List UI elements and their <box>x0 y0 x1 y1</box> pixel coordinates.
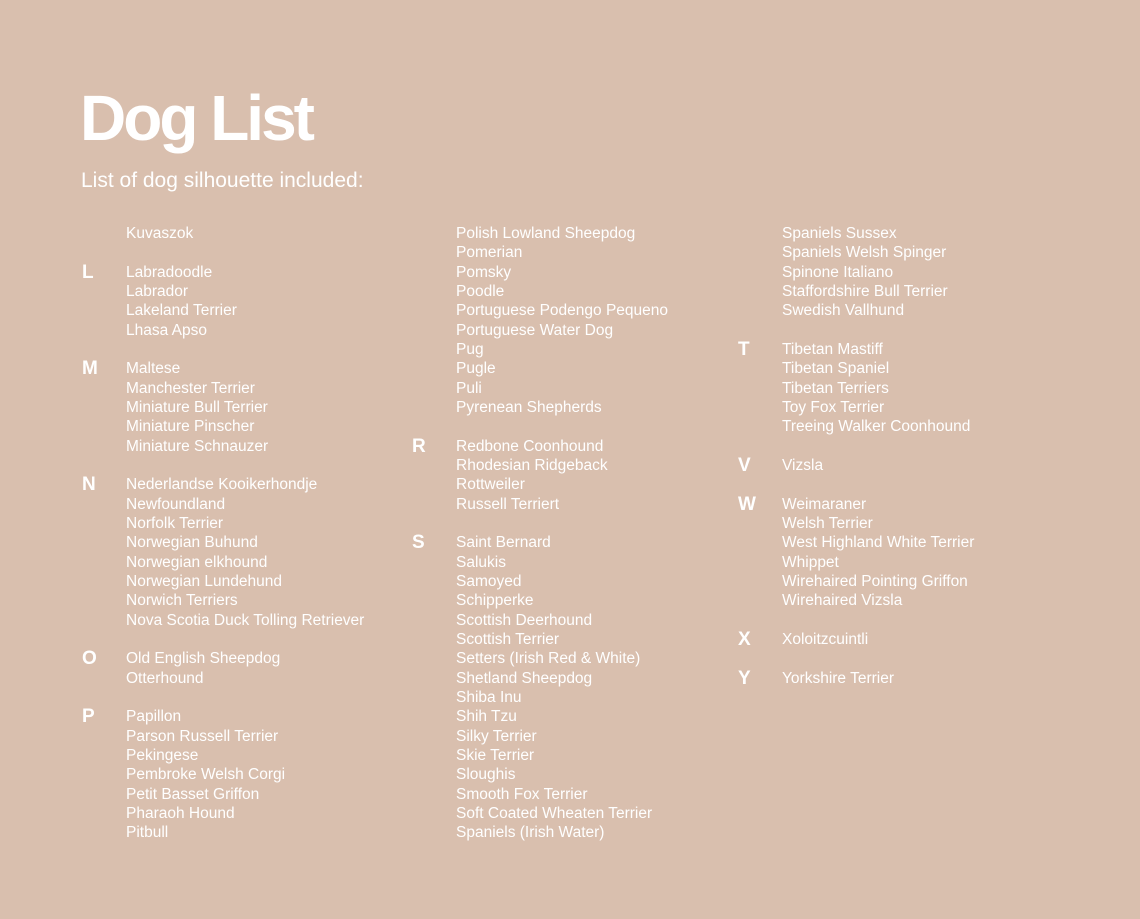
dog-name: Whippet <box>782 553 839 571</box>
dog-name-list <box>782 630 1068 649</box>
dog-name: Staffordshire Bull Terrier <box>782 282 948 300</box>
dog-name-list <box>782 669 1068 688</box>
dog-name: Tibetan Mastiff <box>782 340 883 358</box>
dog-name: Portuguese Water Dog <box>456 321 614 339</box>
letter-group <box>738 340 1068 437</box>
dog-name-list <box>126 475 412 630</box>
dog-name: Pembroke Welsh Corgi <box>126 766 286 784</box>
dog-name-list <box>126 707 412 842</box>
dog-name: Smooth Fox Terrier <box>456 785 588 803</box>
dog-name: Norwich Terriers <box>126 592 238 610</box>
dog-name: Sloughis <box>456 766 516 784</box>
dog-name-list <box>126 649 412 688</box>
dog-name: Shetland Sheepdog <box>456 669 593 687</box>
dog-name: Petit Basset Griffon <box>126 785 260 803</box>
dog-name: Norwegian Buhund <box>126 534 258 552</box>
dog-name: Salukis <box>456 553 506 571</box>
dog-name: Lakeland Terrier <box>126 302 237 320</box>
dog-name: Scottish Deerhound <box>456 611 593 629</box>
dog-name: Setters (Irish Red & White) <box>456 650 641 668</box>
dog-name: Otterhound <box>126 669 204 687</box>
dog-name: Saint Bernard <box>456 534 551 552</box>
dog-name: Portuguese Podengo Pequeno <box>456 302 669 320</box>
dog-name: Labradoodle <box>126 263 213 281</box>
dog-name: Skie Terrier <box>456 746 535 764</box>
dog-name: Spaniels Sussex <box>782 225 897 242</box>
section-letter: S <box>412 532 425 554</box>
dog-name: Poodle <box>456 282 505 300</box>
dog-name-list <box>456 437 738 514</box>
dog-name: Russell Terriert <box>456 495 560 513</box>
dog-name: Pug <box>456 340 484 358</box>
dog-name: Tibetan Terriers <box>782 379 889 397</box>
dog-name: Old English Sheepdog <box>126 650 281 668</box>
dog-name-list <box>782 224 1068 321</box>
dog-name: Pitbull <box>126 824 169 842</box>
letter-group <box>412 437 738 514</box>
letter-group <box>738 456 1068 475</box>
dog-name: West Highland White Terrier <box>782 534 975 552</box>
letter-group <box>738 669 1068 688</box>
dog-name: Treeing Walker Coonhound <box>782 418 971 436</box>
section-letter: O <box>82 648 97 670</box>
dog-name: Samoyed <box>456 572 522 590</box>
dog-name: Tibetan Spaniel <box>782 360 890 378</box>
letter-group <box>82 707 412 842</box>
letter-group <box>82 475 412 630</box>
dog-name: Manchester Terrier <box>126 379 255 397</box>
letter-group <box>82 224 412 243</box>
dog-name: Welsh Terrier <box>782 514 873 532</box>
section-letter: N <box>82 474 96 496</box>
dog-name: Rhodesian Ridgeback <box>456 456 608 474</box>
dog-name: Miniature Bull Terrier <box>126 398 268 416</box>
section-letter: M <box>82 358 98 380</box>
dog-name: Labrador <box>126 282 189 300</box>
letter-group <box>412 224 738 417</box>
dog-name: Shih Tzu <box>456 708 517 726</box>
dog-name: Xoloitzcuintli <box>782 630 869 648</box>
dog-name-list <box>782 495 1068 611</box>
dog-list-column-1 <box>82 224 412 862</box>
page-title: Dog List <box>80 82 312 154</box>
dog-name: Wirehaired Pointing Griffon <box>782 572 968 590</box>
letter-group <box>738 495 1068 611</box>
section-letter: V <box>738 454 751 476</box>
letter-group <box>82 359 412 456</box>
dog-name: Puli <box>456 379 482 397</box>
dog-name: Pharaoh Hound <box>126 804 235 822</box>
dog-name-list <box>782 456 1068 475</box>
dog-name: Redbone Coonhound <box>456 437 604 455</box>
dog-name: Nederlandse Kooikerhondje <box>126 476 318 494</box>
dog-name-list <box>126 263 412 340</box>
letter-group <box>738 630 1068 649</box>
dog-name-list <box>126 224 412 243</box>
dog-name: Spaniels Welsh Spinger <box>782 244 947 262</box>
dog-name: Nova Scotia Duck Tolling Retriever <box>126 611 365 629</box>
dog-name: Yorkshire Terrier <box>782 669 894 687</box>
dog-name: Pugle <box>456 360 496 378</box>
letter-group <box>82 649 412 688</box>
section-letter: P <box>82 706 95 728</box>
dog-name: Maltese <box>126 360 181 378</box>
dog-name: Lhasa Apso <box>126 321 208 339</box>
dog-name: Soft Coated Wheaten Terrier <box>456 804 653 822</box>
dog-name: Vizsla <box>782 456 824 474</box>
page-subtitle: List of dog silhouette included: <box>81 169 364 192</box>
dog-name: Norwegian Lundehund <box>126 572 282 590</box>
section-letter: X <box>738 628 751 650</box>
dog-name: Spaniels (Irish Water) <box>456 824 605 842</box>
dog-name: Scottish Terrier <box>456 630 560 648</box>
dog-name: Parson Russell Terrier <box>126 727 279 745</box>
dog-list-column-3 <box>738 224 1068 707</box>
section-letter: W <box>738 493 756 515</box>
dog-name: Miniature Schnauzer <box>126 437 269 455</box>
dog-name: Miniature Pinscher <box>126 418 255 436</box>
dog-name: Norfolk Terrier <box>126 514 224 532</box>
dog-name: Toy Fox Terrier <box>782 398 885 416</box>
dog-name: Kuvaszok <box>126 225 194 242</box>
dog-name: Papillon <box>126 708 182 726</box>
dog-name: Spinone Italiano <box>782 263 894 281</box>
section-letter: L <box>82 261 94 283</box>
dog-name: Norwegian elkhound <box>126 553 268 571</box>
dog-name-list <box>456 224 738 417</box>
dog-name: Pomsky <box>456 263 512 281</box>
dog-list-column-2 <box>412 224 738 862</box>
dog-name: Pyrenean Shepherds <box>456 398 602 416</box>
section-letter: Y <box>738 667 751 689</box>
dog-name: Pomerian <box>456 244 523 262</box>
dog-name-list <box>126 359 412 456</box>
dog-name: Silky Terrier <box>456 727 537 745</box>
dog-name: Wirehaired Vizsla <box>782 592 903 610</box>
dog-name-list <box>782 340 1068 437</box>
letter-group <box>738 224 1068 321</box>
dog-name: Schipperke <box>456 592 534 610</box>
letter-group <box>82 263 412 340</box>
dog-name: Newfoundland <box>126 495 226 513</box>
dog-name: Shiba Inu <box>456 688 522 706</box>
section-letter: R <box>412 435 426 457</box>
section-letter: T <box>738 338 750 360</box>
dog-name: Polish Lowland Sheepdog <box>456 225 636 242</box>
dog-name: Pekingese <box>126 746 199 764</box>
dog-name: Weimaraner <box>782 495 867 513</box>
dog-name: Swedish Vallhund <box>782 302 905 320</box>
dog-name: Rottweiler <box>456 476 525 494</box>
letter-group <box>412 533 738 842</box>
dog-name-list <box>456 533 738 842</box>
